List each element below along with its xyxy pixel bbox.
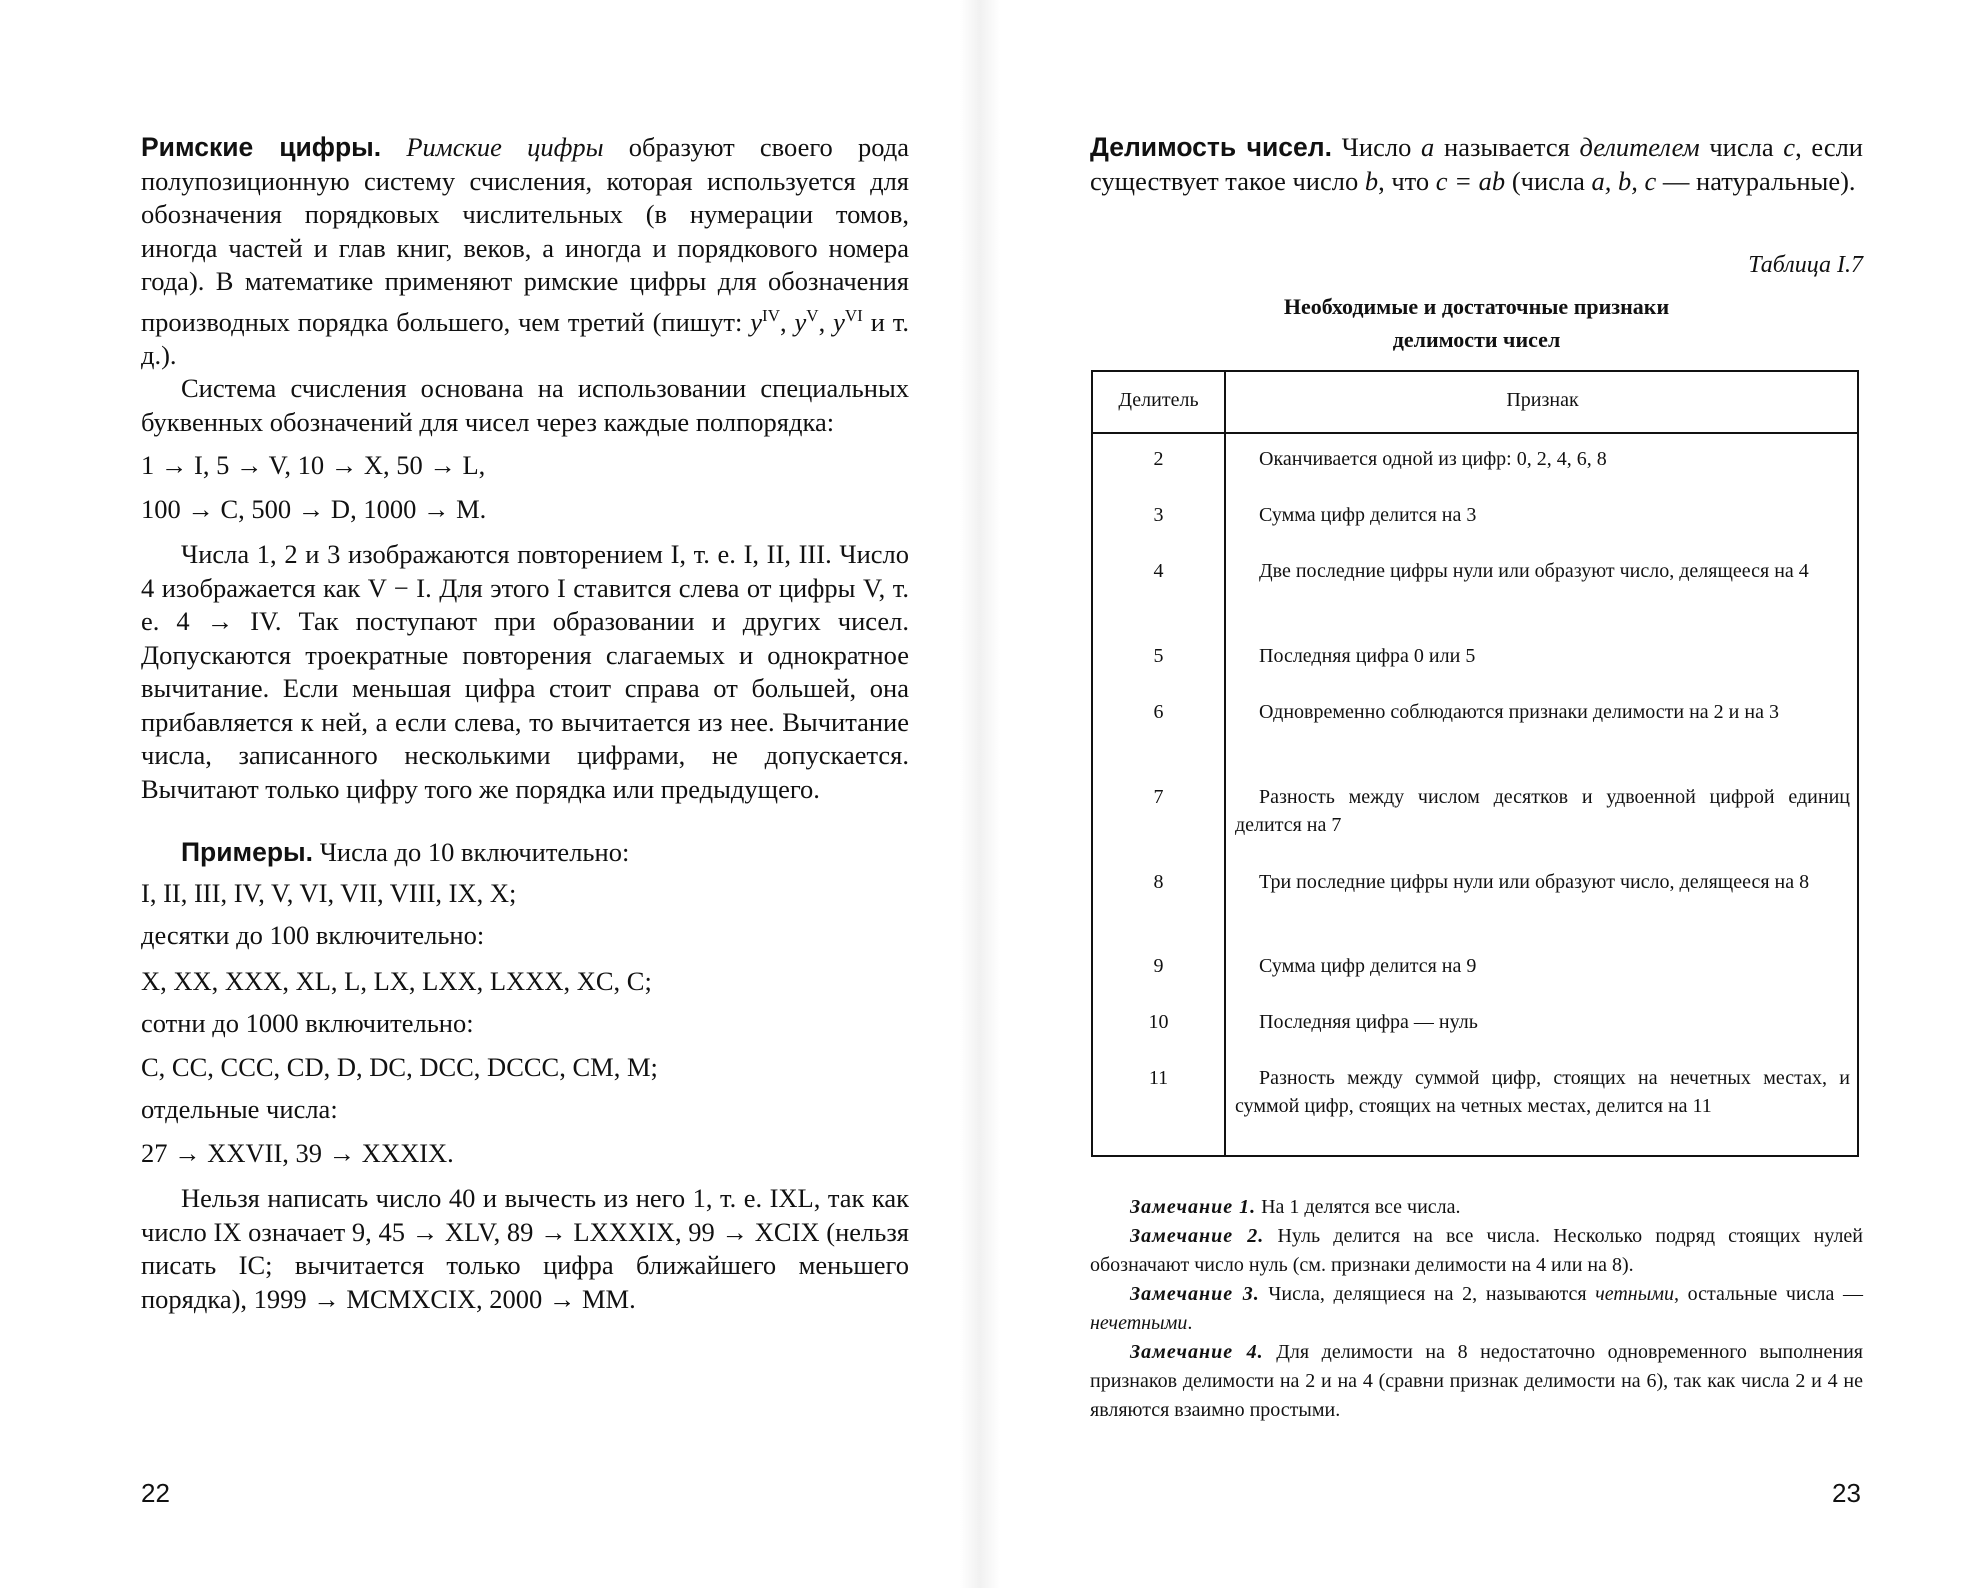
note-4: Замечание 4. Для делимости на 8 недостаточно одновременного выполнения признаков делимости на 2 и на 4 (сравни признак делимости на 6), так как числа 2 и 4 не являются взаимно простыми. [1090, 1341, 1863, 1421]
roman-term: Римские цифры [406, 132, 604, 162]
note-2: Замечание 2. Нуль делится на все числа. Несколько подряд стоящих нулей обозначают число нуль (см. признаки делимости на 4 или на 8). [1090, 1225, 1864, 1276]
tens-label: десятки до 100 включительно: [141, 920, 485, 951]
note-1: Замечание 1. На 1 делятся все числа. [1130, 1196, 1461, 1218]
table-column-divider [1224, 372, 1226, 1155]
hundreds-label: сотни до 1000 включительно: [141, 1008, 474, 1039]
separate-list: 27 → XXVII, 39 → XXXIX. [141, 1137, 454, 1168]
roman-paragraph-3: Числа 1, 2 и 3 изображаются повторением I, т. е. I, II, III. Число 4 изображается как V − I. Для этого I ставится слева от цифры V, т. е. 4 → IV. Так поступают при образовании и других чисел. Допускаются троекратные повторения слагаемых и однократное вычитание. Если меньшая цифра стоит справа от большей, она прибавляется к ней, а если слева, то вычитается из нее. Вычитание числа, записанного несколькими цифрами, не допускается. Вычитают только цифру того же порядка или предыдущего. [141, 539, 909, 804]
table-label: Таблица I.7 [1748, 252, 1863, 278]
divisibility-heading: Делимость чисел. [1090, 132, 1332, 162]
table-header-row [1093, 372, 1857, 434]
units-list: I, II, III, IV, V, VI, VII, VIII, IX, X; [141, 877, 517, 908]
divisibility-table: Делитель Признак 2 Оканчивается одной из цифр: 0, 2, 4, 6, 8 3 Сумма цифр делится на 3 4 Две последние цифры нули или образуют число, делящееся на 4 5 Последняя цифра 0 или 5 6 Одновременно соблюдаются признаки делимости на 2 и на 3 7 Разность между числом десятков и удвоенной цифрой единиц делится на 7 8 Три последние цифры нули или образуют число, делящееся на 8 9 Сумма цифр делится на 9 10 Последняя цифра — нуль 11 Разность между суммой цифр, стоящих на нечетных местах, и суммой цифр, стоящих на четных местах, делится на 11 [1091, 370, 1859, 1157]
table-title: Необходимые и достаточные признаки делимости чисел [1283, 294, 1670, 352]
examples-intro: Примеры. Числа до 10 включительно: [181, 837, 630, 868]
tens-list: X, XX, XXX, XL, L, LX, LXX, LXXX, XC, C; [141, 965, 652, 996]
hundreds-list: C, CC, CCC, CD, D, DC, DCC, DCCC, CM, M; [141, 1051, 658, 1082]
roman-heading: Римские цифры. [141, 132, 382, 162]
left-page [0, 0, 990, 1588]
page-number-right: 23 [1832, 1478, 1861, 1508]
separate-label: отдельные числа: [141, 1094, 338, 1125]
formula-line-1: 1 → I, 5 → V, 10 → X, 50 → L, [141, 450, 486, 481]
left-page-body [141, 131, 909, 1316]
right-page [995, 0, 1986, 1588]
roman-paragraph-4: Нельзя написать число 40 и вычесть из него 1, т. е. IXL, так как число IX означает 9, 45 → XLV, 89 → LXXXIX, 99 → XCIX (нельзя писать IC; вычитается только цифра ближайшего меньшего порядка), 1999 → MCMXCIX, 2000 → MM. [141, 1183, 909, 1314]
header-divisor: Делитель [1118, 389, 1199, 411]
divisibility-intro [1090, 131, 1863, 198]
notes-block [1090, 1193, 1863, 1425]
examples-heading: Примеры. [181, 837, 314, 868]
page-number-left: 22 [141, 1478, 170, 1508]
roman-paragraph-1: Римские цифры. Римские цифры образуют своего рода полупозиционную систему счисления, которая используется для обозначения порядковых числительных (в нумерации томов, иногда частей и глав книг, веков, а иногда и порядкового номера года). В математике применяют римские цифры для обозначения производных порядка большего, чем третий (пишут: $y^{IV}$, $y^V$, $y^{VI}$ и т. д.). [141, 132, 910, 370]
note-3: Замечание 3. Числа, делящиеся на 2, называются четными, остальные числа — нечетными. [1090, 1283, 1864, 1334]
formula-line-2: 100 → C, 500 → D, 1000 → M. [141, 493, 487, 524]
divisibility-paragraph: Делимость чисел. Число a называется делителем числа c, если существует такое число b, что c = ab (числа a, b, c — натуральные). [1090, 132, 1863, 196]
header-sign: Признак [1506, 389, 1579, 411]
roman-paragraph-2: Система счисления основана на использовании специальных буквенных обозначений для чисел через каждые полпорядка: [141, 373, 909, 437]
term-divisor: делителем [1579, 132, 1700, 162]
